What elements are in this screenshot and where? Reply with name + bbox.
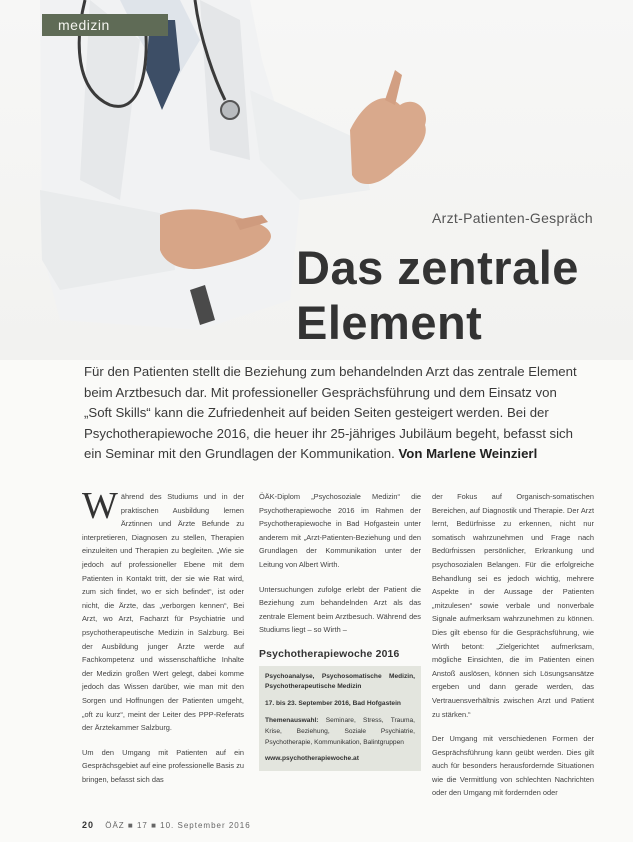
dropcap: W	[82, 485, 118, 527]
paragraph: der Fokus auf Organisch-somatischen Bereichen, auf Diagnostik und Therapie. Der Arzt lernt, Bedürfnisse zu erkennen, nicht nur somatisch wahrzunehmen und Frage nach Bedürfnissen persönlicher, Erkrankung und psychosozialen Belangen. Für die erfolgreiche Behandlung sei es jedoch wichtig, mehrere Aspekte in der Aussage der Patienten „mitzulesen“ sowie verbale und nonverbale Signale aufmerksam wahrzunehmen zu können. Dies gilt ebenso für die Gesprächsführung, wie Wirth betont: „Zielgerichtet aufmerksam, mögliche Einsichten, die im Patienten einen Anstoß auslösen, können sich Lösungsansätze ergeben und dann gerade werden, das Vertrauensverhältnis zwischen Arzt und Patient zu stärken.“	[432, 492, 594, 719]
section-tag: medizin	[42, 14, 168, 36]
paragraph: Der Umgang mit verschiedenen Formen der Gesprächsführung kann geübt werden. Dies gilt auch für besonders herausfordernde Situationen wie die Vermittlung von schlechten Nachrichten oder den Umgang mit fordernden oder	[432, 734, 594, 798]
paragraph: Um den Umgang mit Patienten auf ein Gesprächsgebiet auf eine professionelle Basis zu bringen, befasst sich das	[82, 747, 244, 784]
page-number: 20	[82, 820, 95, 830]
paragraph: ÖÄK-Diplom „Psychosoziale Medizin“ die Psychotherapiewoche 2016 im Rahmen der Psychotherapiewoche in Bad Hofgastein unter anderem mit „Arzt-Patienten-Beziehung und den Grundlagen der Kommunikation unter der Leitung von Albert Wirth.	[259, 492, 421, 569]
lead-text: Für den Patienten stellt die Beziehung zum behandelnden Arzt das zentrale Element beim Arztbesuch dar. Mit professioneller Gesprächsführung und dem Einsatz von „Soft Skills“ kann die Zufriedenheit auf beiden Seiten gesteigert werden. Bei der Psychotherapiewoche 2016, die heuer ihr 25-jähriges Jubiläum begeht, befasst sich ein Seminar mit den Grundlagen der Kommunikation.	[84, 364, 577, 461]
paragraph	[82, 485, 244, 735]
article-headline: Das zentrale Element	[296, 241, 579, 349]
info-box	[259, 666, 421, 772]
info-box-title: Psychotherapiewoche 2016	[259, 648, 400, 660]
info-box-url: www.psychotherapiewoche.at	[265, 755, 359, 763]
article-kicker: Arzt-Patienten-Gespräch	[432, 210, 593, 226]
publication-info: ÖÄZ ■ 17 ■ 10. September 2016	[105, 821, 251, 830]
info-box-topics-label: Themenauswahl:	[265, 716, 319, 724]
column-1	[82, 485, 244, 797]
article-lead	[84, 362, 584, 465]
paragraph: Untersuchungen zufolge erlebt der Patient die Beziehung zum behandelnden Arzt als das zentrale Element beim Arztbesuch. Während des Studiums liegt – so Wirth –	[259, 584, 421, 635]
info-box-date: 17. bis 23. September 2016, Bad Hofgastein	[265, 700, 401, 708]
info-box-subject: Psychoanalyse, Psychosomatische Medizin, Psychotherapeutische Medizin	[265, 672, 415, 691]
paragraph-text: ährend des Studiums und in der praktischen Ausbildung lernen Ärztinnen und Ärzte Befunde zu interpretieren, Diagnosen zu stellen, Therapien einzuleiten und Therapien zu begleiten. „Wie sie jedoch auf professioneller Ebene mit dem Patienten in Kontakt tritt, der sie wie Rat wird, zum sich findet, wo er sich befindet“, ist oder nicht, die Ärzte, das „verborgen kennen“, Bei Arzt, wo Arzt, Facharzt für Psychiatrie und psychotherapeutische Medizin in Salzburg. Bei der Ausbildung junger Ärzte werde auf Fachkompetenz und wissenschaftliche Inhalte der Medizin großen Wert gelegt, dabei komme jedoch das Wissen darüber, wie man mit den Sorgen und Hoffnungen der Patienten umgeht, „oft zu kurz“, meint der Leiter des PPP-Referats der Ärztekammer Salzburg.	[82, 492, 244, 733]
byline: Von Marlene Weinzierl	[398, 446, 538, 461]
column-2	[259, 490, 421, 771]
info-box-topics-text: Seminare, Stress, Trauma, Krise, Beziehung, Soziale Psychiatrie, Psychotherapie, Kommunikation, Balintgruppen	[265, 716, 415, 746]
column-3	[432, 490, 594, 811]
info-box-topics	[265, 716, 415, 748]
page-footer	[82, 820, 251, 830]
